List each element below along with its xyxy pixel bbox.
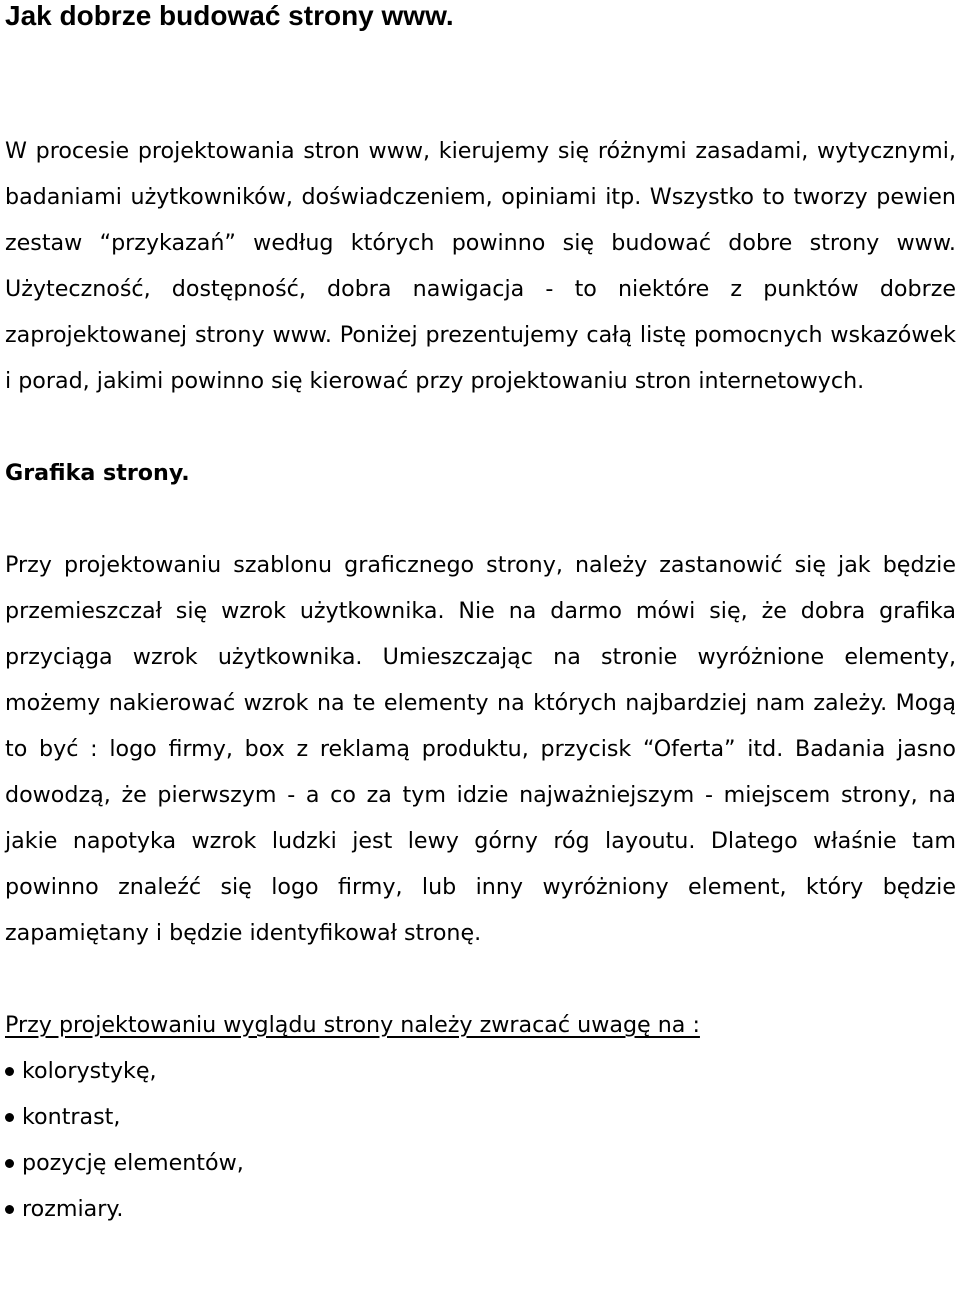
list-item-text: kolorystykę, (22, 1058, 157, 1084)
bullet-icon (5, 1159, 14, 1168)
bullet-list (5, 1048, 956, 1232)
bullet-icon (5, 1067, 14, 1076)
list-item-text: rozmiary. (22, 1196, 124, 1222)
document-title: Jak dobrze budować strony www. (5, 0, 454, 31)
list-item-text: kontrast, (22, 1104, 121, 1130)
list-item (5, 1094, 956, 1140)
section-paragraph: Przy projektowaniu szablonu graficznego strony, należy zastanowić się jak będzie przemieszczał się wzrok użytkownika. Nie na darmo mówi się, że dobra grafika przyciąga wzrok użytkownika. Umieszczając na stronie wyróżnione elementy, możemy nakierować wzrok na te elementy na których najbardziej nam zależy. Mogą to być : logo firmy, box z reklamą produktu, przycisk “Oferta” itd. Badania jasno dowodzą, że pierwszym - a co za tym idzie najważniejszym - miejscem strony, na jakie napotyka wzrok ludzki jest lewy górny róg layoutu. Dlatego właśnie tam powinno znaleźć się logo firmy, lub inny wyróżniony element, który będzie zapamiętany i będzie identyfikował stronę. (5, 552, 956, 946)
section-heading: Grafika strony. (5, 460, 190, 486)
list-title: Przy projektowaniu wyglądu strony należy zwracać uwagę na : (5, 1012, 700, 1038)
list-item (5, 1140, 956, 1186)
bullet-icon (5, 1205, 14, 1214)
intro-paragraph: W procesie projektowania stron www, kierujemy się różnymi zasadami, wytycznymi, badaniami użytkowników, doświadczeniem, opiniami itp. Wszystko to tworzy pewien zestaw “przykazań” według których powinno się budować dobre strony www. Użyteczność, dostępność, dobra nawigacja - to niektóre z punktów dobrze zaprojektowanej strony www. Poniżej prezentujemy całą listę pomocnych wskazówek i porad, jakimi powinno się kierować przy projektowaniu stron internetowych. (5, 138, 956, 394)
bullet-icon (5, 1113, 14, 1122)
list-item (5, 1048, 956, 1094)
list-item (5, 1186, 956, 1232)
list-item-text: pozycję elementów, (22, 1150, 244, 1176)
